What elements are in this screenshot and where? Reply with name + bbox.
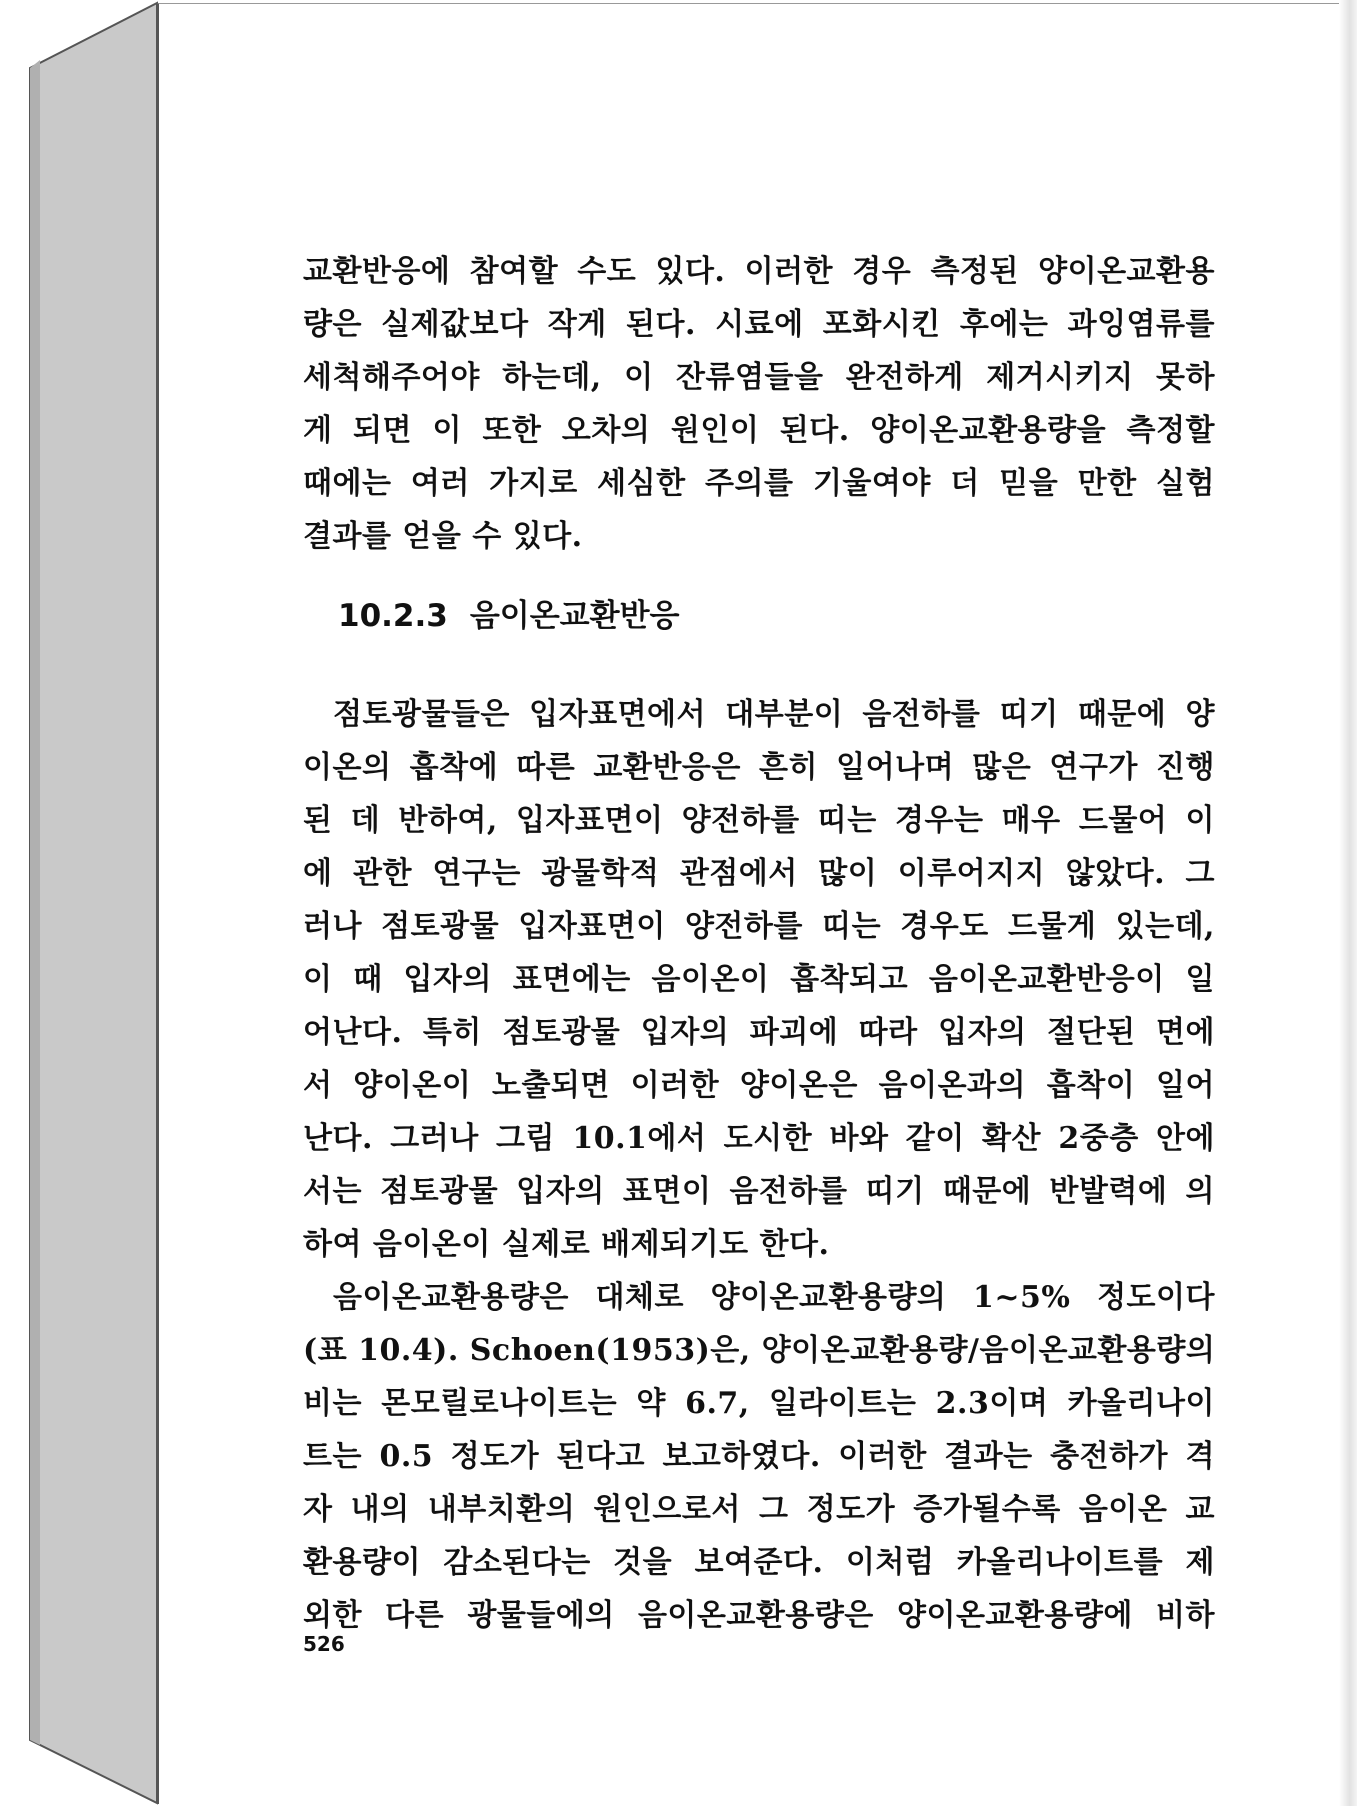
text-line: 음이온교환용량은 대체로 양이온교환용량의 1~5% 정도이다 bbox=[333, 1280, 1215, 1315]
text-line: 이 때 입자의 표면에는 음이온이 흡착되고 음이온교환반응이 일 bbox=[303, 962, 1215, 997]
section-title: 음이온교환반응 bbox=[469, 598, 680, 634]
text-line: 이온의 흡착에 따른 교환반응은 흔히 일어나며 많은 연구가 진행 bbox=[303, 750, 1215, 785]
text-line: 세척해주어야 하는데, 이 잔류염들을 완전하게 제거시키지 못하 bbox=[303, 360, 1215, 395]
text-line: 서 양이온이 노출되면 이러한 양이온은 음이온과의 흡착이 일어 bbox=[303, 1068, 1215, 1103]
text-line: 환용량이 감소된다는 것을 보여준다. 이처럼 카올리나이트를 제 bbox=[303, 1545, 1215, 1580]
text-line: 때에는 여러 가지로 세심한 주의를 기울여야 더 믿을 만한 실험 bbox=[303, 466, 1215, 501]
text-line: 어난다. 특히 점토광물 입자의 파괴에 따라 입자의 절단된 면에 bbox=[303, 1015, 1215, 1050]
text-line: 된 데 반하여, 입자표면이 양전하를 띠는 경우는 매우 드물어 이 bbox=[303, 803, 1215, 838]
text-line: 량은 실제값보다 작게 된다. 시료에 포화시킨 후에는 과잉염류를 bbox=[303, 307, 1215, 342]
text-line: 서는 점토광물 입자의 표면이 음전하를 띠기 때문에 반발력에 의 bbox=[303, 1174, 1215, 1209]
text-line: 에 관한 연구는 광물학적 관점에서 많이 이루어지지 않았다. 그 bbox=[303, 856, 1215, 891]
text-line: 하여 음이온이 실제로 배제되기도 한다. bbox=[303, 1227, 830, 1262]
text-line: (표 10.4). Schoen(1953)은, 양이온교환용량/음이온교환용량의 bbox=[303, 1333, 1216, 1368]
section-heading bbox=[338, 590, 679, 635]
text-line: 러나 점토광물 입자표면이 양전하를 띠는 경우도 드물게 있는데, bbox=[303, 909, 1215, 944]
paragraph-2 bbox=[303, 688, 1215, 1271]
paragraph-3 bbox=[303, 1271, 1215, 1642]
page-number: 526 bbox=[303, 1632, 345, 1656]
text-line: 트는 0.5 정도가 된다고 보고하였다. 이러한 결과는 충전하가 격 bbox=[303, 1439, 1215, 1474]
text-line: 게 되면 이 또한 오차의 원인이 된다. 양이온교환용량을 측정할 bbox=[303, 413, 1215, 448]
paragraph-1 bbox=[303, 245, 1215, 563]
text-line: 점토광물들은 입자표면에서 대부분이 음전하를 띠기 때문에 양 bbox=[333, 697, 1215, 732]
text-line: 결과를 얻을 수 있다. bbox=[303, 519, 583, 554]
section-number: 10.2.3 bbox=[338, 598, 448, 634]
text-line: 외한 다른 광물들에의 음이온교환용량은 양이온교환용량에 비하 bbox=[303, 1598, 1215, 1633]
page-edge-shadow bbox=[1339, 0, 1357, 1806]
text-line: 자 내의 내부치환의 원인으로서 그 정도가 증가될수록 음이온 교 bbox=[303, 1492, 1215, 1527]
text-line: 비는 몬모릴로나이트는 약 6.7, 일라이트는 2.3이며 카올리나이 bbox=[303, 1386, 1215, 1421]
text-line: 난다. 그러나 그림 10.1에서 도시한 바와 같이 확산 2중층 안에 bbox=[303, 1121, 1215, 1156]
text-line: 교환반응에 참여할 수도 있다. 이러한 경우 측정된 양이온교환용 bbox=[303, 254, 1215, 289]
